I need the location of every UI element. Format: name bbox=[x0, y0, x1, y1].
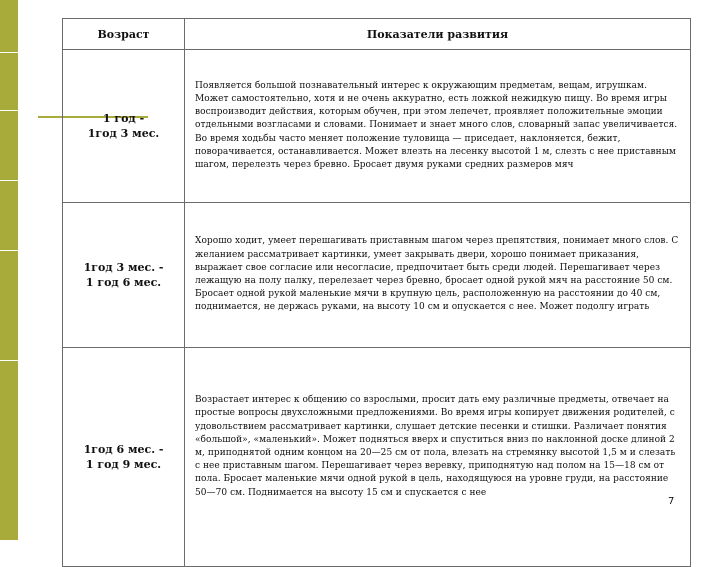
indicators-cell: Появляется большой познавательный интерес к окружающим предметам, вещам, игрушкам. Может самостоятельно, хотя и не очень аккуратно, есть ложкой нежидкую пищу. Во время игры воспроизводит действия, которым обучен, при этом лепечет, проявляет положительные эмоции отдельными возгласами и словами. Понимает и знает много слов, словарный запас увеличивается. Во время ходьбы часто меняет положение туловища — приседает, наклоняется, бежит, поворачивается, останавливается. Может влезть на лесенку высотой 1 м, слезть с нее приставным шагом, перелезть через бревно. Бросает двумя руками средних размеров мяч bbox=[185, 50, 691, 203]
table-row bbox=[63, 348, 691, 567]
development-table bbox=[62, 18, 691, 567]
age-from: 1 год - bbox=[102, 112, 145, 125]
age-to: 1 год 9 мес. bbox=[85, 458, 162, 471]
table-header-row bbox=[63, 19, 691, 50]
age-to: 1год 3 мес. bbox=[87, 127, 160, 140]
indicators-cell: Хорошо ходит, умеет перешагивать приставным шагом через препятствия, понимает много слов. С желанием рассматривает картинки, умеет закрывать двери, хорошо понимает приказания, выражает свое согласие или несогласие, предпочитает быть среди людей. Перешагивает через лежащую на полу палку, перелезает через бревно, бросает одной рукой мяч на расстояние 50 см. Бросает одной рукой маленькие мячи в крупную цель, расположенную на расстоянии до 40 см, поднимается, не держась руками, на высоту 10 см и опускается с нее. Может подолгу играть bbox=[185, 203, 691, 348]
age-from: 1год 6 мес. - bbox=[83, 443, 164, 456]
slide-content bbox=[62, 18, 690, 518]
header-indicators: Показатели развития bbox=[185, 19, 691, 50]
left-accent-bar bbox=[0, 0, 18, 540]
age-from: 1год 3 мес. - bbox=[83, 261, 164, 274]
page-number: 7 bbox=[668, 496, 675, 507]
age-cell bbox=[63, 50, 185, 203]
age-cell bbox=[63, 348, 185, 567]
age-cell bbox=[63, 203, 185, 348]
header-age: Возраст bbox=[63, 19, 185, 50]
table-row bbox=[63, 50, 691, 203]
indicators-cell: Возрастает интерес к общению со взрослыми, просит дать ему различные предметы, отвечает на простые вопросы двухсложными предложениями. Во время игры копирует движения родителей, с удовольствием рассматривает картинки, слушает детские песенки и стишки. Различает понятия «большой», «маленький». Может подняться вверх и спуститься вниз по наклонной доске длиной 2 м, приподнятой одним концом на 20—25 см от пола, влезать на стремянку высотой 1,5 м и слезать с нее приставным шагом. Перешагивает через веревку, приподнятую над полом на 15—18 см от пола. Бросает маленькие мячи одной рукой в цель, находящуюся на уровне груди, на расстояние 50—70 см. Поднимается на высоту 15 см и спускается с нее bbox=[185, 348, 691, 567]
table-row bbox=[63, 203, 691, 348]
age-to: 1 год 6 мес. bbox=[85, 276, 162, 289]
